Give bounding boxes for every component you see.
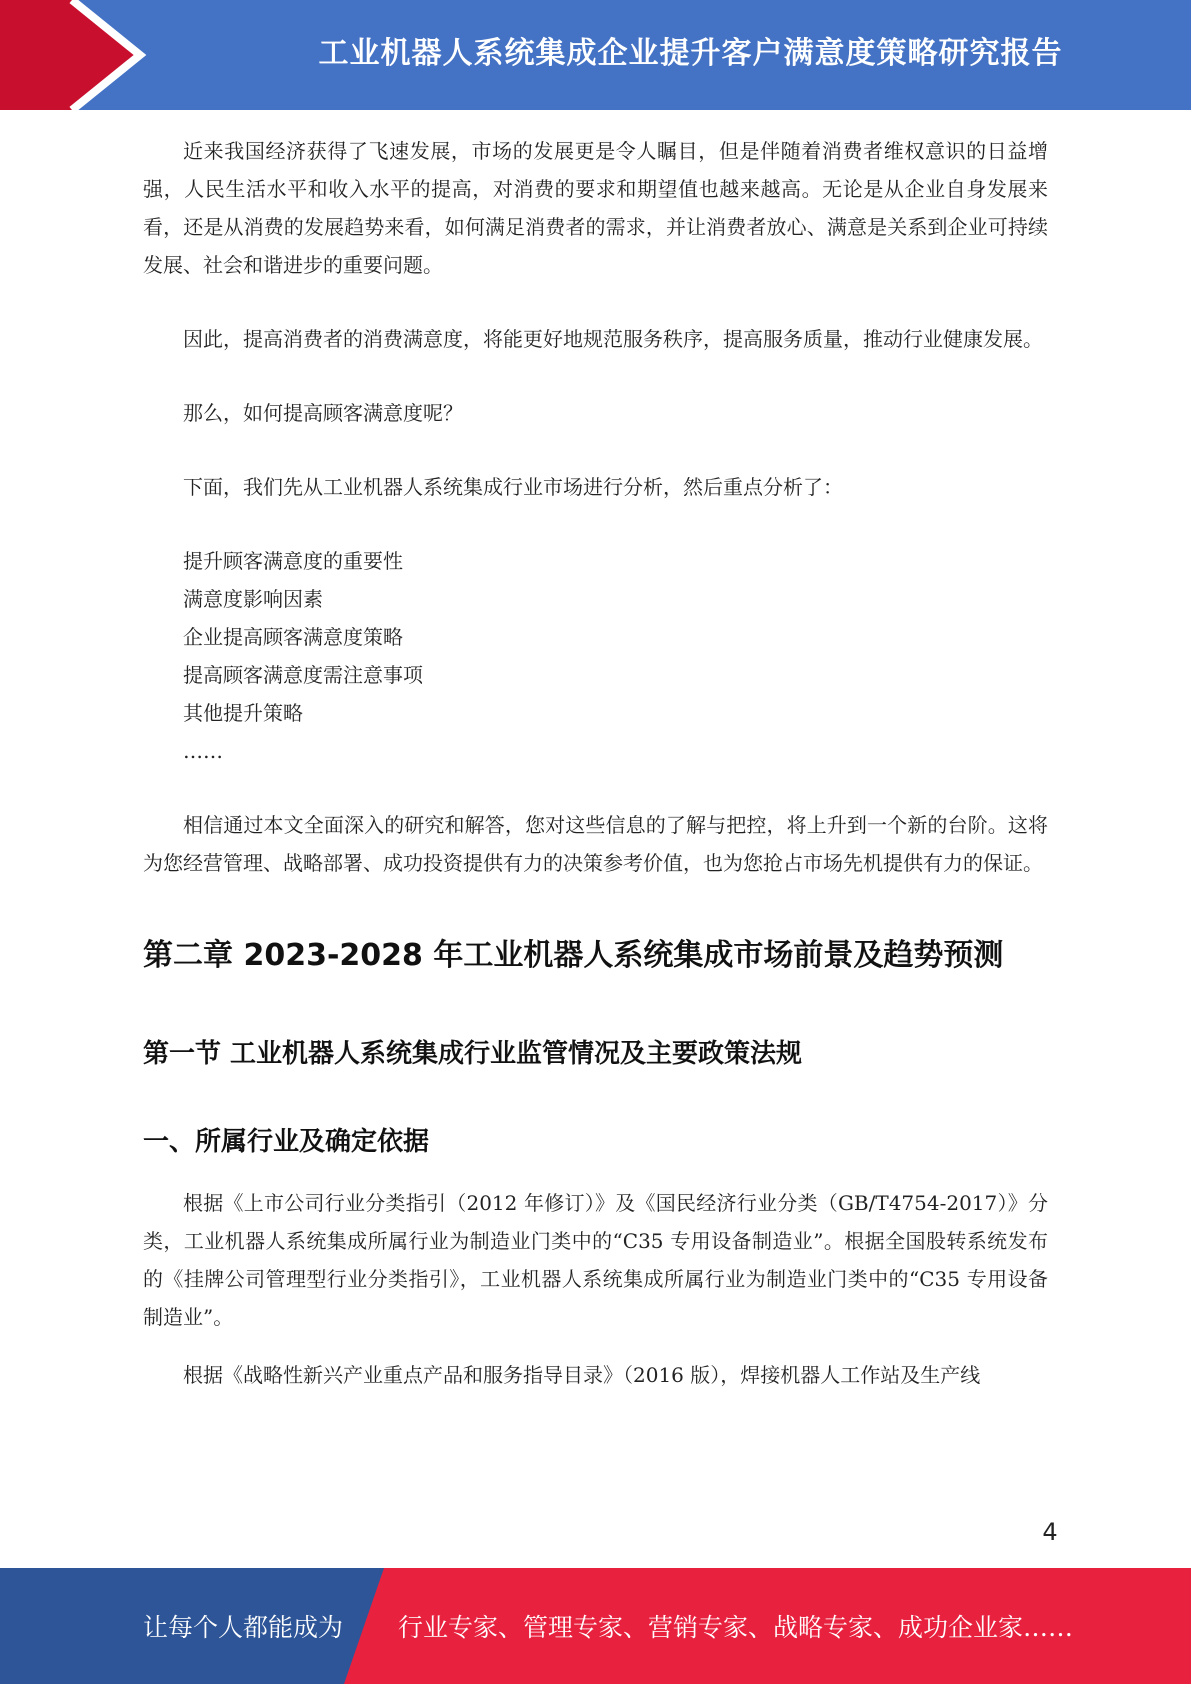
intro-paragraph-1: 近来我国经济获得了飞速发展，市场的发展更是令人瞩目，但是伴随着消费者维权意识的日益增强，人民生活水平和收入水平的提高，对消费的要求和期望值也越来越高。无论是从企业自身发展来看，还是从消费的发展趋势来看，如何满足消费者的需求，并让消费者放心、满意是关系到企业可持续发展、社会和谐进步的重要问题。 [143,139,1048,277]
footer-slogan-right: 行业专家、管理专家、营销专家、战略专家、成功企业家…… [398,1613,1074,1642]
subsection-heading: 一、所属行业及确定依据 [143,1127,430,1157]
intro-paragraph-4: 下面，我们先从工业机器人系统集成行业市场进行分析，然后重点分析了： [183,475,843,499]
section-heading: 第一节 工业机器人系统集成行业监管情况及主要政策法规 [143,1039,803,1069]
page-number: 4 [1042,1518,1058,1546]
intro-paragraph-3: 那么，如何提高顾客满意度呢？ [183,401,463,425]
subsection-paragraph-1: 根据《上市公司行业分类指引（2012 年修订）》及《国民经济行业分类（GB/T4754-2017）》分类，工业机器人系统集成所属行业为制造业门类中的“C35 专用设备制造业”。根据全国股转系统发布的《挂牌公司管理型行业分类指引》，工业机器人系统集成所属行业为制造业门类中的“C35 专用设备制造业”。 [143,1191,1048,1329]
page-footer [0,1568,1191,1684]
chapter-heading: 第二章 2023-2028 年工业机器人系统集成市场前景及趋势预测 [143,938,1004,973]
page-header [0,0,1191,110]
analysis-topics-list [183,542,1048,770]
document-body [143,132,1048,1394]
footer-slogan-left: 让每个人都能成为 [143,1613,344,1642]
intro-paragraph-5: 相信通过本文全面深入的研究和解答，您对这些信息的了解与把控，将上升到一个新的台阶。这将为您经营管理、战略部署、成功投资提供有力的决策参考价值，也为您抢占市场先机提供有力的保证。 [143,813,1048,875]
list-item: 满意度影响因素 [183,587,323,611]
list-item: 其他提升策略 [183,701,303,725]
intro-paragraph-2: 因此，提高消费者的消费满意度，将能更好地规范服务秩序，提高服务质量，推动行业健康发展。 [183,327,1043,351]
list-item: …… [183,739,223,763]
list-item: 提高顾客满意度需注意事项 [183,663,423,687]
list-item: 企业提高顾客满意度策略 [183,625,403,649]
list-item: 提升顾客满意度的重要性 [183,549,403,573]
header-title: 工业机器人系统集成企业提升客户满意度策略研究报告 [318,36,1063,71]
subsection-paragraph-2: 根据《战略性新兴产业重点产品和服务指导目录》（2016 版），焊接机器人工作站及生产线 [183,1363,981,1387]
